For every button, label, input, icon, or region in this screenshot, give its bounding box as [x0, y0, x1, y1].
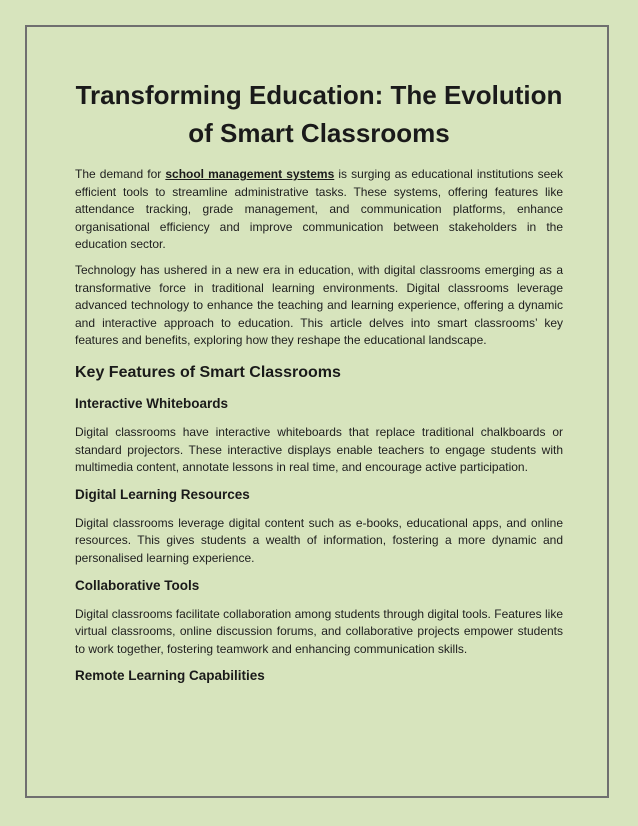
paragraph-collaborative-tools: Digital classrooms facilitate collaboration among students through digital tools. Features like virtual classrooms, online discussion forums, and collaborative projects empower students to work together, fostering teamwork and enhancing communication skills. — [75, 606, 563, 656]
paragraph-interactive-whiteboards: Digital classrooms have interactive whiteboards that replace traditional chalkboards or standard projectors. These interactive displays enable teachers to engage students with multimedia content, annotate lessons in real time, and encourage active participation. — [75, 424, 563, 475]
intro-paragraph — [75, 166, 563, 254]
subheading-digital-learning-resources: Digital Learning Resources — [75, 486, 250, 502]
intro-text-after-link: is surging as educational institutions seek efficient tools to streamline administrative tasks. These systems, offering features like attendance tracking, grade management, and communication platforms, enhance organisational efficiency and improve communication between stakeholders in the education sector. — [75, 167, 563, 252]
section-heading-key-features: Key Features of Smart Classrooms — [75, 363, 341, 381]
subheading-remote-learning-capabilities: Remote Learning Capabilities — [75, 668, 265, 684]
paragraph-digital-learning-resources: Digital classrooms leverage digital content such as e-books, educational apps, and online resources. This gives students a wealth of information, fostering a more dynamic and personalised learning experience. — [75, 515, 563, 565]
technology-paragraph: Technology has ushered in a new era in education, with digital classrooms emerging as a transformative force in traditional learning environments. Digital classrooms leverage advanced technology to enhance the teaching and learning experience, offering a dynamic and interactive approach to education. This article delves into smart classrooms’ key features and benefits, exploring how they reshape the educational landscape. — [75, 262, 563, 348]
intro-text-before-link: The demand for — [75, 167, 166, 181]
subheading-interactive-whiteboards: Interactive Whiteboards — [75, 395, 229, 411]
subheading-collaborative-tools: Collaborative Tools — [75, 577, 200, 593]
document-title: Transforming Education: The Evolution of Smart Classrooms — [75, 80, 563, 148]
school-management-systems-link[interactable]: school management systems — [165, 167, 335, 181]
document-content — [75, 76, 563, 696]
